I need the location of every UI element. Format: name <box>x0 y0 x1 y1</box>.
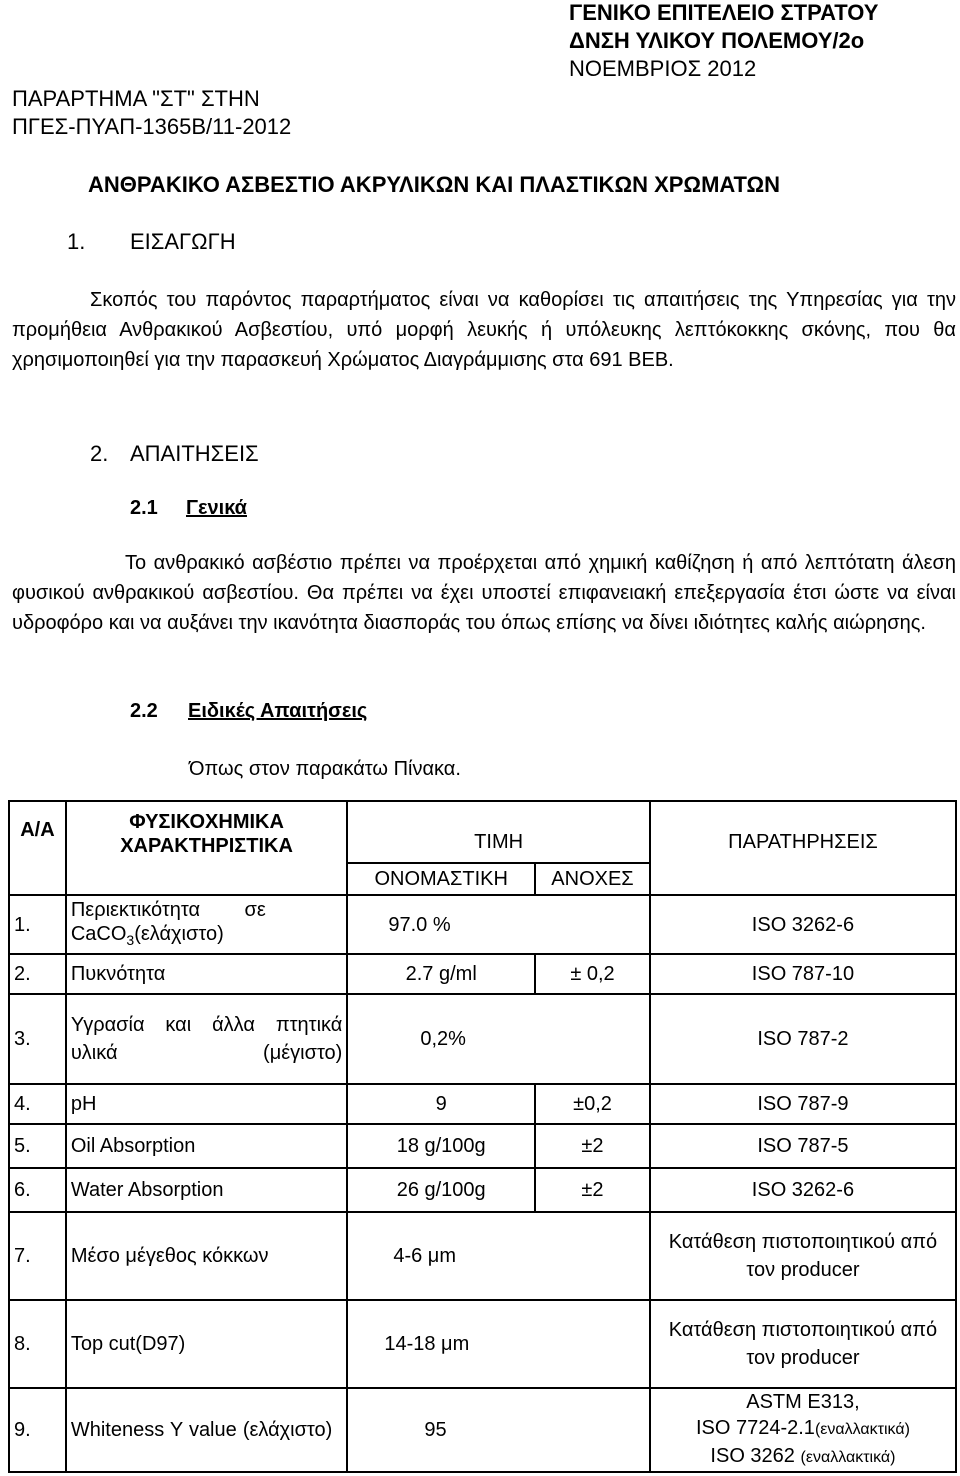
row-property: Υγρασία και άλλα πτητικά υλικά (μέγιστο) <box>66 994 348 1084</box>
subsection-2-1-title: Γενικά <box>186 497 247 519</box>
section-1-number: 1. <box>67 229 86 254</box>
row-aa: 2. <box>9 954 66 994</box>
row-property: Whiteness Y value (ελάχιστο) <box>66 1388 348 1472</box>
remarks-line-2: ISO 7724-2.1(εναλλακτικά) <box>695 1417 910 1439</box>
row-nominal: 95 <box>347 1388 650 1472</box>
section-2-title: ΑΠΑΙΤΗΣΕΙΣ <box>130 441 259 466</box>
row-tolerance: ±0,2 <box>535 1084 650 1124</box>
row-remarks <box>650 1388 956 1472</box>
row-remarks: ISO 787-2 <box>650 994 956 1084</box>
row-nominal: 97.0 % <box>347 895 650 954</box>
document-date: ΝΟΕΜΒΡΙΟΣ 2012 <box>569 56 757 81</box>
row-remarks: ISO 787-5 <box>650 1124 956 1168</box>
subsection-2-2-text: Όπως στον παρακάτω Πίνακα. <box>189 758 461 780</box>
row-tolerance: ± 0,2 <box>535 954 650 994</box>
header-nominal: ΟΝΟΜΑΣΤΙΚΗ <box>347 863 535 895</box>
section-1-title: ΕΙΣΑΓΩΓΗ <box>130 229 236 254</box>
row-nominal: 4-6 μm <box>347 1212 650 1300</box>
header-value: ΤΙΜΗ <box>347 801 650 863</box>
row-nominal: 14-18 μm <box>347 1300 650 1388</box>
row-remarks: ISO 3262-6 <box>650 895 956 954</box>
table-row <box>9 1300 956 1388</box>
section-2-number: 2. <box>90 441 109 466</box>
table-row <box>9 954 956 994</box>
table-header-row <box>9 801 956 863</box>
row-property: Μέσο μέγεθος κόκκων <box>66 1212 348 1300</box>
row-nominal: 26 g/100g <box>347 1168 535 1212</box>
row-nominal: 18 g/100g <box>347 1124 535 1168</box>
row-nominal: 2.7 g/ml <box>347 954 535 994</box>
header-remarks: ΠΑΡΑΤΗΡΗΣΕΙΣ <box>650 801 956 895</box>
row-aa: 4. <box>9 1084 66 1124</box>
row-aa: 5. <box>9 1124 66 1168</box>
row-property: Περιεκτικότητα σε CaCO$_3$(ελάχιστο) <box>66 895 348 954</box>
row-tolerance: ±2 <box>535 1124 650 1168</box>
row-aa: 7. <box>9 1212 66 1300</box>
org-line-2: ΔΝΣΗ ΥΛΙΚΟΥ ΠΟΛΕΜΟΥ/2ο <box>569 28 865 53</box>
requirements-table <box>8 800 957 1473</box>
row-remarks: ISO 787-9 <box>650 1084 956 1124</box>
table-row <box>9 895 956 954</box>
header-aa: Α/Α <box>9 801 66 895</box>
row-remarks: ISO 3262-6 <box>650 1168 956 1212</box>
table-row <box>9 1212 956 1300</box>
row-property: Πυκνότητα <box>66 954 348 994</box>
header-property: ΦΥΣΙΚΟΧΗΜΙΚΑ ΧΑΡΑΚΤΗΡΙΣΤΙΚΑ <box>66 801 348 895</box>
remarks-line-1: ASTM E313, <box>746 1391 860 1413</box>
annex-line-1: ΠΑΡΑΡΤΗΜΑ "ΣΤ" ΣΤΗΝ <box>12 86 260 111</box>
row-remarks: Κατάθεση πιστοποιητικού από τον producer <box>650 1212 956 1300</box>
row-property: Top cut(D97) <box>66 1300 348 1388</box>
table-row <box>9 994 956 1084</box>
row-property: Water Absorption <box>66 1168 348 1212</box>
annex-line-2: ΠΓΕΣ-ΠΥΑΠ-1365Β/11-2012 <box>12 114 292 139</box>
header-tolerance: ΑΝΟΧΕΣ <box>535 863 650 895</box>
row-nominal: 9 <box>347 1084 535 1124</box>
table-row <box>9 1388 956 1472</box>
subsection-2-1-paragraph: Το ανθρακικό ασβέστιο πρέπει να προέρχεται από χημική καθίζηση ή από λεπτότατη άλεση φυσικού ανθρακικού ασβεστίου. Θα πρέπει να έχει υποστεί επιφανειακή επεξεργασία έτσι ώστε να είναι υδροφόρο και να αυξάνει την ικανότητα διασποράς του όπως επίσης να δίνει ιδιότητες καλής αιώρησης. <box>12 552 956 634</box>
row-nominal: 0,2% <box>347 994 650 1084</box>
subsection-2-1-number: 2.1 <box>130 497 158 519</box>
org-line-1: ΓΕΝΙΚΟ ΕΠΙΤΕΛΕΙΟ ΣΤΡΑΤΟΥ <box>569 0 879 25</box>
row-aa: 8. <box>9 1300 66 1388</box>
table-row <box>9 1124 956 1168</box>
subsection-2-2-number: 2.2 <box>130 700 158 722</box>
table-row <box>9 1084 956 1124</box>
row-aa: 3. <box>9 994 66 1084</box>
subsection-2-2-title: Ειδικές Απαιτήσεις <box>188 700 368 722</box>
row-aa: 9. <box>9 1388 66 1472</box>
row-aa: 6. <box>9 1168 66 1212</box>
remarks-line-3: ISO 3262 (εναλλακτικά) <box>710 1445 896 1467</box>
table-row <box>9 1168 956 1212</box>
document-title: ΑΝΘΡΑΚΙΚΟ ΑΣΒΕΣΤΙΟ ΑΚΡΥΛΙΚΩΝ ΚΑΙ ΠΛΑΣΤΙΚΩΝ ΧΡΩΜΑΤΩΝ <box>88 172 781 197</box>
row-aa: 1. <box>9 895 66 954</box>
row-property: pH <box>66 1084 348 1124</box>
section-1-paragraph: Σκοπός του παρόντος παραρτήματος είναι να καθορίσει τις απαιτήσεις της Υπηρεσίας για την προμήθεια Ανθρακικού Ασβεστίου, υπό μορφή λευκής ή υπόλευκης λεπτόκοκκης σκόνης, που θα χρησιμοποιηθεί για την παρασκευή Χρώματος Διαγράμμισης στα 691 ΒΕΒ. <box>12 289 956 371</box>
row-tolerance: ±2 <box>535 1168 650 1212</box>
row-remarks: ISO 787-10 <box>650 954 956 994</box>
row-remarks: Κατάθεση πιστοποιητικού από τον producer <box>650 1300 956 1388</box>
row-property: Oil Absorption <box>66 1124 348 1168</box>
